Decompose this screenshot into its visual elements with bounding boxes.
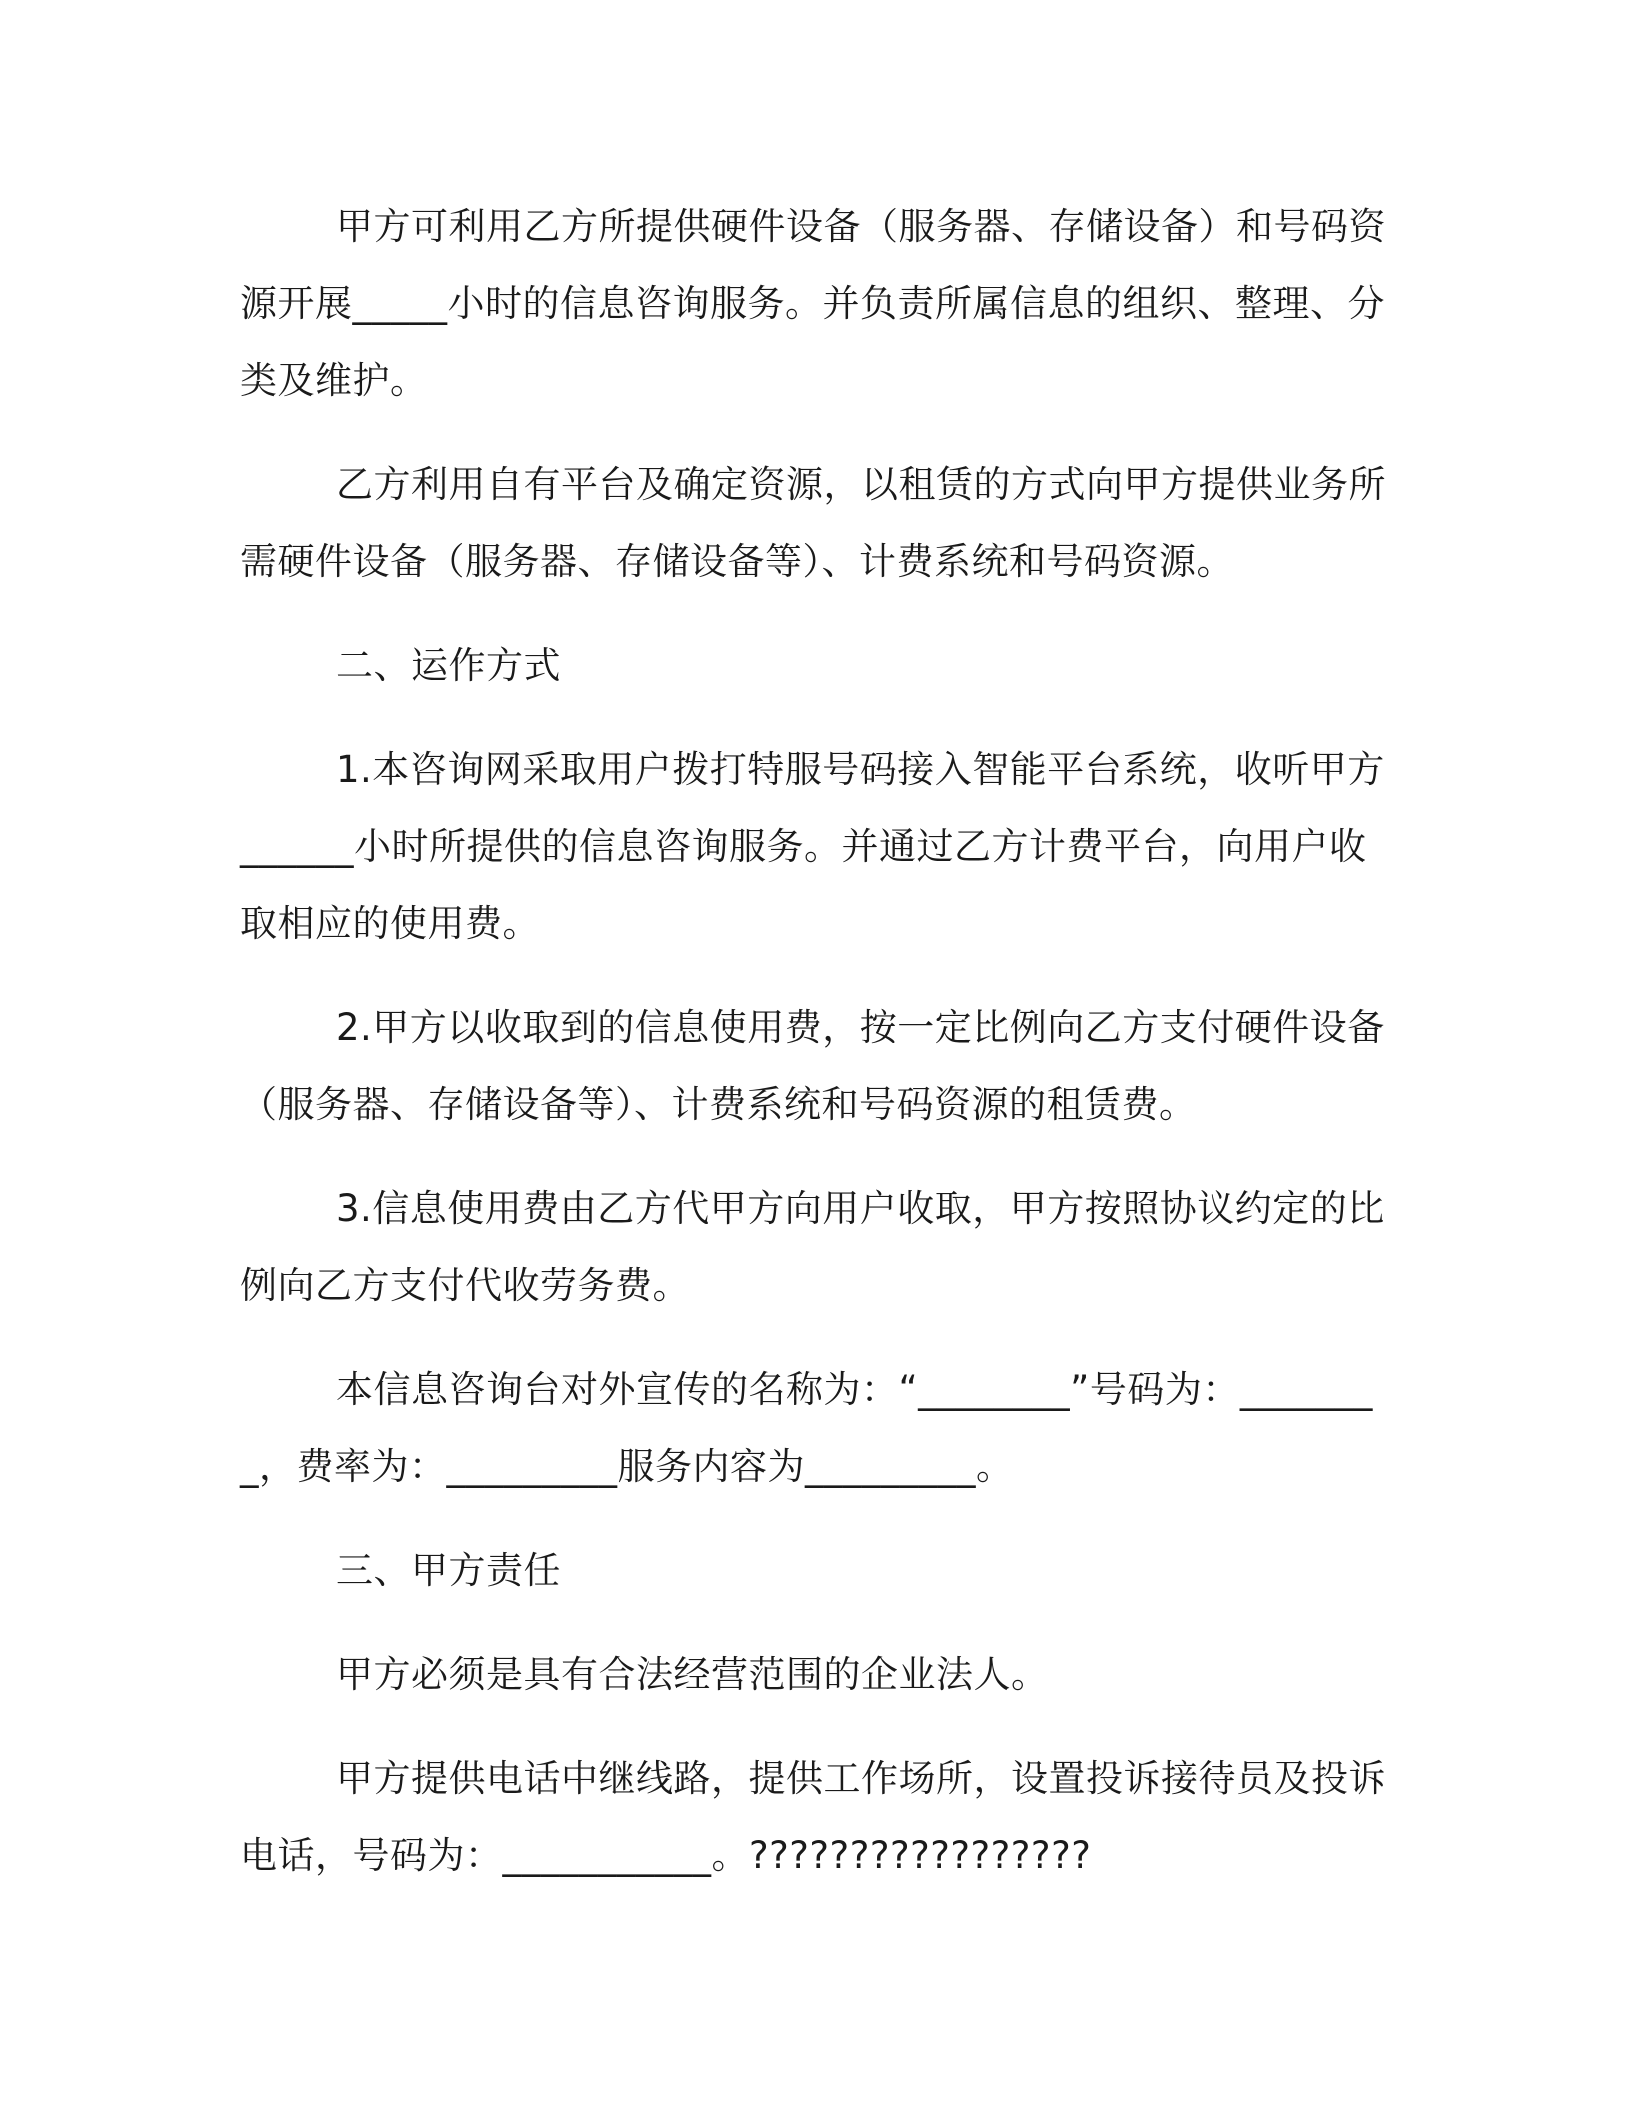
section-heading-operation: 二、运作方式 <box>336 644 561 687</box>
document-body <box>240 188 1390 1894</box>
paragraph-operation-3: 3.信息使用费由乙方代甲方向用户收取，甲方按照协议约定的比例向乙方支付代收劳务费。 <box>240 1187 1385 1307</box>
paragraph-operation-1: 1.本咨询网采取用户拨打特服号码接入智能平台系统，收听甲方______小时所提供的信息咨询服务。并通过乙方计费平台，向用户收取相应的使用费。 <box>240 748 1385 945</box>
paragraph-party-b-provision: 乙方利用自有平台及确定资源，以租赁的方式向甲方提供业务所需硬件设备（服务器、存储设备等）、计费系统和号码资源。 <box>240 463 1386 583</box>
paragraph-operation-2: 2.甲方以收取到的信息使用费，按一定比例向乙方支付硬件设备（服务器、存储设备等）、计费系统和号码资源的租赁费。 <box>240 1006 1385 1126</box>
paragraph-party-a-complaints: 甲方提供电话中继线路，提供工作场所，设置投诉接待员及投诉电话，号码为：___________。????????????????? <box>240 1757 1386 1877</box>
paragraph-publicity-details: 本信息咨询台对外宣传的名称为：“________”号码为：________，费率为：_________服务内容为_________。 <box>240 1368 1373 1488</box>
section-heading-party-a-duties: 三、甲方责任 <box>336 1549 561 1592</box>
paragraph-party-a-legal: 甲方必须是具有合法经营范围的企业法人。 <box>336 1653 1049 1696</box>
paragraph-service-scope: 甲方可利用乙方所提供硬件设备（服务器、存储设备）和号码资源开展_____小时的信息咨询服务。并负责所属信息的组织、整理、分类及维护。 <box>240 205 1386 402</box>
